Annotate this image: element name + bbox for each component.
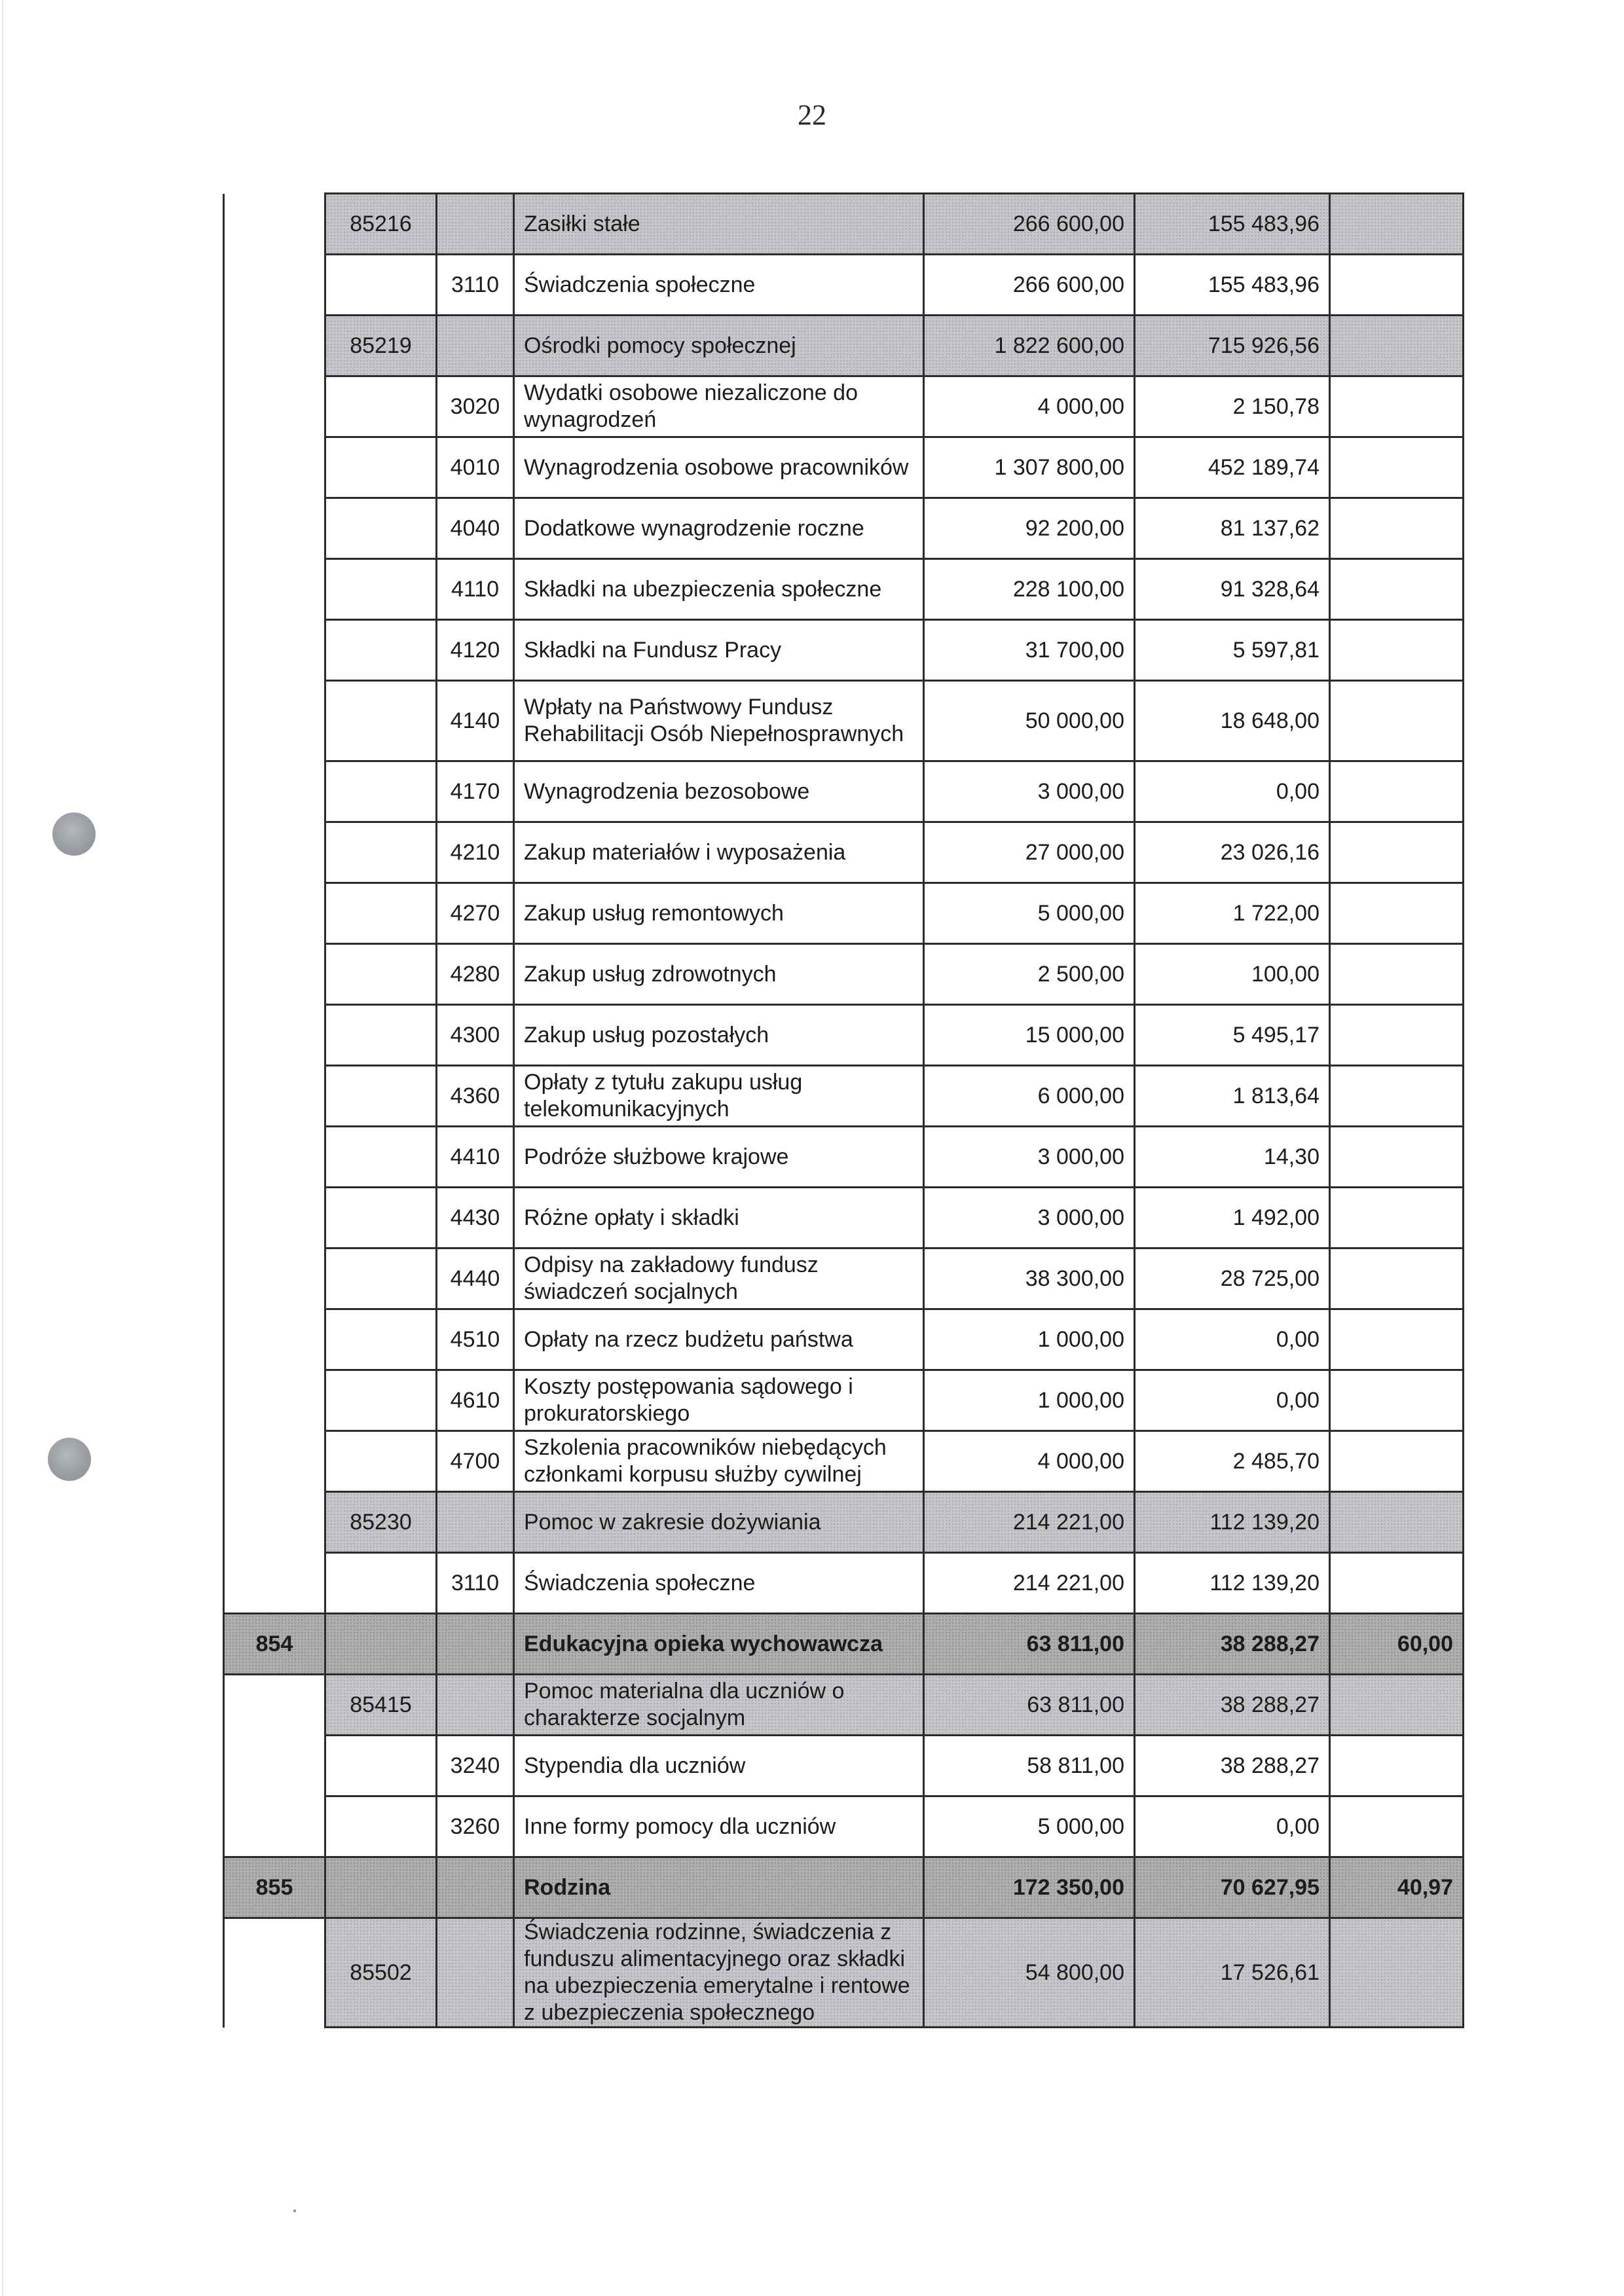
executed-amount-cell: 38 288,27 [1135,1675,1330,1736]
paragraf-row [224,1248,1464,1309]
scan-speck [293,2210,296,2212]
rozdzial-code-cell: 85415 [325,1675,437,1736]
paragraf-code-cell: 4040 [437,498,514,559]
item-name-cell: Wynagrodzenia osobowe pracowników [514,437,924,498]
dzial-code-cell: 855 [224,1857,325,1918]
percent-cell [1330,620,1464,681]
rozdzial-row [224,316,1464,376]
percent-cell: 60,00 [1330,1614,1464,1675]
percent-cell [1330,1248,1464,1309]
executed-amount-cell: 2 485,70 [1135,1431,1330,1492]
dzial-code-cell [224,1188,325,1248]
plan-amount-cell: 54 800,00 [924,1918,1135,2028]
executed-amount-cell: 70 627,95 [1135,1857,1330,1918]
rozdzial-code-cell [325,1614,437,1675]
item-name-cell: Stypendia dla uczniów [514,1736,924,1796]
percent-cell [1330,761,1464,822]
dzial-code-cell [224,681,325,761]
paragraf-row [224,1736,1464,1796]
rozdzial-code-cell [325,1309,437,1370]
percent-cell [1330,255,1464,316]
paragraf-row [224,1370,1464,1431]
percent-cell [1330,1736,1464,1796]
percent-cell [1330,1796,1464,1857]
paragraf-row [224,437,1464,498]
percent-cell [1330,944,1464,1005]
dzial-code-cell [224,822,325,883]
item-name-cell: Inne formy pomocy dla uczniów [514,1796,924,1857]
percent-cell [1330,1066,1464,1127]
paragraf-row [224,1796,1464,1857]
punch-hole-top [52,812,96,856]
rozdzial-code-cell [325,1248,437,1309]
item-name-cell: Składki na Fundusz Pracy [514,620,924,681]
percent-cell [1330,1492,1464,1553]
paragraf-row [224,255,1464,316]
plan-amount-cell: 2 500,00 [924,944,1135,1005]
dzial-code-cell: 854 [224,1614,325,1675]
rozdzial-code-cell [325,1553,437,1614]
paragraf-code-cell: 4410 [437,1127,514,1188]
item-name-cell: Ośrodki pomocy społecznej [514,316,924,376]
percent-cell [1330,498,1464,559]
executed-amount-cell: 452 189,74 [1135,437,1330,498]
paragraf-code-cell: 4440 [437,1248,514,1309]
paragraf-code-cell: 3260 [437,1796,514,1857]
executed-amount-cell: 2 150,78 [1135,376,1330,437]
plan-amount-cell: 63 811,00 [924,1614,1135,1675]
paragraf-code-cell: 4120 [437,620,514,681]
rozdzial-code-cell [325,681,437,761]
rozdzial-code-cell [325,883,437,944]
dzial-code-cell [224,883,325,944]
paragraf-code-cell [437,1918,514,2028]
item-name-cell: Dodatkowe wynagrodzenie roczne [514,498,924,559]
item-name-cell: Rodzina [514,1857,924,1918]
dzial-code-cell [224,1675,325,1736]
plan-amount-cell: 5 000,00 [924,1796,1135,1857]
dzial-code-cell [224,194,325,255]
item-name-cell: Szkolenia pracowników niebędących członkami korpusu służby cywilnej [514,1431,924,1492]
percent-cell: 40,97 [1330,1857,1464,1918]
dzial-code-cell [224,1370,325,1431]
rozdzial-code-cell [325,255,437,316]
paragraf-row [224,944,1464,1005]
dzial-code-cell [224,1248,325,1309]
executed-amount-cell: 112 139,20 [1135,1492,1330,1553]
executed-amount-cell: 5 495,17 [1135,1005,1330,1066]
paragraf-row [224,1188,1464,1248]
paragraf-code-cell: 4140 [437,681,514,761]
paragraf-code-cell: 4170 [437,761,514,822]
item-name-cell: Świadczenia społeczne [514,1553,924,1614]
rozdzial-row [224,1918,1464,2028]
plan-amount-cell: 214 221,00 [924,1553,1135,1614]
paragraf-code-cell [437,1492,514,1553]
executed-amount-cell: 5 597,81 [1135,620,1330,681]
percent-cell [1330,1188,1464,1248]
percent-cell [1330,316,1464,376]
dzial-code-cell [224,1918,325,2028]
executed-amount-cell: 155 483,96 [1135,255,1330,316]
rozdzial-code-cell [325,1736,437,1796]
paragraf-row [224,761,1464,822]
paragraf-code-cell: 4210 [437,822,514,883]
paragraf-row [224,1066,1464,1127]
executed-amount-cell: 0,00 [1135,761,1330,822]
paragraf-code-cell: 4280 [437,944,514,1005]
rozdzial-code-cell [325,1188,437,1248]
plan-amount-cell: 266 600,00 [924,194,1135,255]
executed-amount-cell: 0,00 [1135,1370,1330,1431]
dzial-code-cell [224,1796,325,1857]
rozdzial-code-cell [325,1127,437,1188]
rozdzial-code-cell: 85219 [325,316,437,376]
paragraf-code-cell [437,316,514,376]
item-name-cell: Składki na ubezpieczenia społeczne [514,559,924,620]
item-name-cell: Pomoc materialna dla uczniów o charakterze socjalnym [514,1675,924,1736]
paragraf-code-cell: 3110 [437,255,514,316]
paragraf-row [224,1309,1464,1370]
dzial-code-cell [224,498,325,559]
executed-amount-cell: 91 328,64 [1135,559,1330,620]
paragraf-code-cell: 4300 [437,1005,514,1066]
plan-amount-cell: 63 811,00 [924,1675,1135,1736]
executed-amount-cell: 1 813,64 [1135,1066,1330,1127]
paragraf-code-cell: 3020 [437,376,514,437]
plan-amount-cell: 1 000,00 [924,1309,1135,1370]
rozdzial-row [224,194,1464,255]
plan-amount-cell: 92 200,00 [924,498,1135,559]
item-name-cell: Wydatki osobowe niezaliczone do wynagrodzeń [514,376,924,437]
item-name-cell: Odpisy na zakładowy fundusz świadczeń socjalnych [514,1248,924,1309]
paragraf-code-cell: 4510 [437,1309,514,1370]
executed-amount-cell: 23 026,16 [1135,822,1330,883]
item-name-cell: Zakup usług remontowych [514,883,924,944]
percent-cell [1330,822,1464,883]
executed-amount-cell: 155 483,96 [1135,194,1330,255]
plan-amount-cell: 3 000,00 [924,1188,1135,1248]
percent-cell [1330,1431,1464,1492]
paragraf-row [224,883,1464,944]
rozdzial-code-cell: 85216 [325,194,437,255]
dzial-code-cell [224,620,325,681]
plan-amount-cell: 50 000,00 [924,681,1135,761]
dzial-code-cell [224,255,325,316]
percent-cell [1330,194,1464,255]
executed-amount-cell: 0,00 [1135,1796,1330,1857]
dzial-row [224,1614,1464,1675]
plan-amount-cell: 3 000,00 [924,1127,1135,1188]
plan-amount-cell: 172 350,00 [924,1857,1135,1918]
rozdzial-code-cell [325,498,437,559]
item-name-cell: Koszty postępowania sądowego i prokuratorskiego [514,1370,924,1431]
plan-amount-cell: 1 307 800,00 [924,437,1135,498]
executed-amount-cell: 17 526,61 [1135,1918,1330,2028]
dzial-code-cell [224,1736,325,1796]
paragraf-code-cell: 4610 [437,1370,514,1431]
plan-amount-cell: 228 100,00 [924,559,1135,620]
executed-amount-cell: 81 137,62 [1135,498,1330,559]
percent-cell [1330,681,1464,761]
paragraf-code-cell [437,194,514,255]
paragraf-row [224,620,1464,681]
paragraf-code-cell [437,1614,514,1675]
paragraf-code-cell: 3110 [437,1553,514,1614]
item-name-cell: Wynagrodzenia bezosobowe [514,761,924,822]
executed-amount-cell: 715 926,56 [1135,316,1330,376]
paragraf-row [224,376,1464,437]
percent-cell [1330,1370,1464,1431]
item-name-cell: Opłaty na rzecz budżetu państwa [514,1309,924,1370]
executed-amount-cell: 112 139,20 [1135,1553,1330,1614]
dzial-code-cell [224,1127,325,1188]
rozdzial-code-cell [325,1066,437,1127]
rozdzial-code-cell: 85230 [325,1492,437,1553]
dzial-code-cell [224,761,325,822]
rozdzial-code-cell [325,944,437,1005]
item-name-cell: Edukacyjna opieka wychowawcza [514,1614,924,1675]
rozdzial-code-cell [325,437,437,498]
item-name-cell: Świadczenia rodzinne, świadczenia z funduszu alimentacyjnego oraz składki na ubezpieczenia emerytalne i rentowe z ubezpieczenia społecznego [514,1918,924,2028]
page-number: 22 [798,99,826,131]
item-name-cell: Zakup usług zdrowotnych [514,944,924,1005]
item-name-cell: Podróże służbowe krajowe [514,1127,924,1188]
rozdzial-row [224,1492,1464,1553]
paragraf-code-cell: 3240 [437,1736,514,1796]
dzial-code-cell [224,437,325,498]
plan-amount-cell: 15 000,00 [924,1005,1135,1066]
executed-amount-cell: 1 492,00 [1135,1188,1330,1248]
paragraf-row [224,1005,1464,1066]
percent-cell [1330,1553,1464,1614]
item-name-cell: Różne opłaty i składki [514,1188,924,1248]
paragraf-row [224,681,1464,761]
paragraf-code-cell [437,1857,514,1918]
plan-amount-cell: 1 822 600,00 [924,316,1135,376]
dzial-code-cell [224,1431,325,1492]
rozdzial-code-cell [325,1431,437,1492]
percent-cell [1330,1918,1464,2028]
executed-amount-cell: 18 648,00 [1135,681,1330,761]
paragraf-row [224,1553,1464,1614]
rozdzial-code-cell [325,376,437,437]
executed-amount-cell: 38 288,27 [1135,1736,1330,1796]
paragraf-code-cell: 4110 [437,559,514,620]
rozdzial-code-cell [325,1796,437,1857]
plan-amount-cell: 38 300,00 [924,1248,1135,1309]
scan-edge-line [2,0,3,2296]
paragraf-row [224,498,1464,559]
plan-amount-cell: 31 700,00 [924,620,1135,681]
item-name-cell: Zakup materiałów i wyposażenia [514,822,924,883]
executed-amount-cell: 14,30 [1135,1127,1330,1188]
percent-cell [1330,1309,1464,1370]
plan-amount-cell: 58 811,00 [924,1736,1135,1796]
dzial-code-cell [224,1066,325,1127]
paragraf-code-cell: 4360 [437,1066,514,1127]
percent-cell [1330,1005,1464,1066]
paragraf-row [224,559,1464,620]
plan-amount-cell: 4 000,00 [924,376,1135,437]
rozdzial-code-cell [325,559,437,620]
rozdzial-code-cell [325,822,437,883]
dzial-row [224,1857,1464,1918]
dzial-code-cell [224,944,325,1005]
paragraf-code-cell: 4010 [437,437,514,498]
item-name-cell: Świadczenia społeczne [514,255,924,316]
executed-amount-cell: 38 288,27 [1135,1614,1330,1675]
percent-cell [1330,559,1464,620]
executed-amount-cell: 1 722,00 [1135,883,1330,944]
dzial-code-cell [224,559,325,620]
plan-amount-cell: 3 000,00 [924,761,1135,822]
item-name-cell: Zasiłki stałe [514,194,924,255]
item-name-cell: Wpłaty na Państwowy Fundusz Rehabilitacji Osób Niepełnosprawnych [514,681,924,761]
budget-expenditure-table [223,192,1464,2028]
plan-amount-cell: 4 000,00 [924,1431,1135,1492]
executed-amount-cell: 0,00 [1135,1309,1330,1370]
rozdzial-code-cell: 85502 [325,1918,437,2028]
dzial-code-cell [224,1492,325,1553]
plan-amount-cell: 5 000,00 [924,883,1135,944]
punch-hole-bottom [48,1438,91,1481]
percent-cell [1330,1675,1464,1736]
item-name-cell: Pomoc w zakresie dożywiania [514,1492,924,1553]
percent-cell [1330,1127,1464,1188]
dzial-code-cell [224,316,325,376]
plan-amount-cell: 266 600,00 [924,255,1135,316]
item-name-cell: Zakup usług pozostałych [514,1005,924,1066]
paragraf-code-cell [437,1675,514,1736]
percent-cell [1330,376,1464,437]
rozdzial-code-cell [325,1857,437,1918]
dzial-code-cell [224,1309,325,1370]
paragraf-row [224,1127,1464,1188]
plan-amount-cell: 6 000,00 [924,1066,1135,1127]
paragraf-row [224,822,1464,883]
paragraf-row [224,1431,1464,1492]
rozdzial-code-cell [325,1370,437,1431]
paragraf-code-cell: 4430 [437,1188,514,1248]
percent-cell [1330,883,1464,944]
executed-amount-cell: 28 725,00 [1135,1248,1330,1309]
dzial-code-cell [224,1005,325,1066]
plan-amount-cell: 1 000,00 [924,1370,1135,1431]
rozdzial-row [224,1675,1464,1736]
paragraf-code-cell: 4270 [437,883,514,944]
dzial-code-cell [224,376,325,437]
executed-amount-cell: 100,00 [1135,944,1330,1005]
percent-cell [1330,437,1464,498]
dzial-code-cell [224,1553,325,1614]
item-name-cell: Opłaty z tytułu zakupu usług telekomunikacyjnych [514,1066,924,1127]
paragraf-code-cell: 4700 [437,1431,514,1492]
plan-amount-cell: 27 000,00 [924,822,1135,883]
rozdzial-code-cell [325,620,437,681]
rozdzial-code-cell [325,761,437,822]
rozdzial-code-cell [325,1005,437,1066]
plan-amount-cell: 214 221,00 [924,1492,1135,1553]
